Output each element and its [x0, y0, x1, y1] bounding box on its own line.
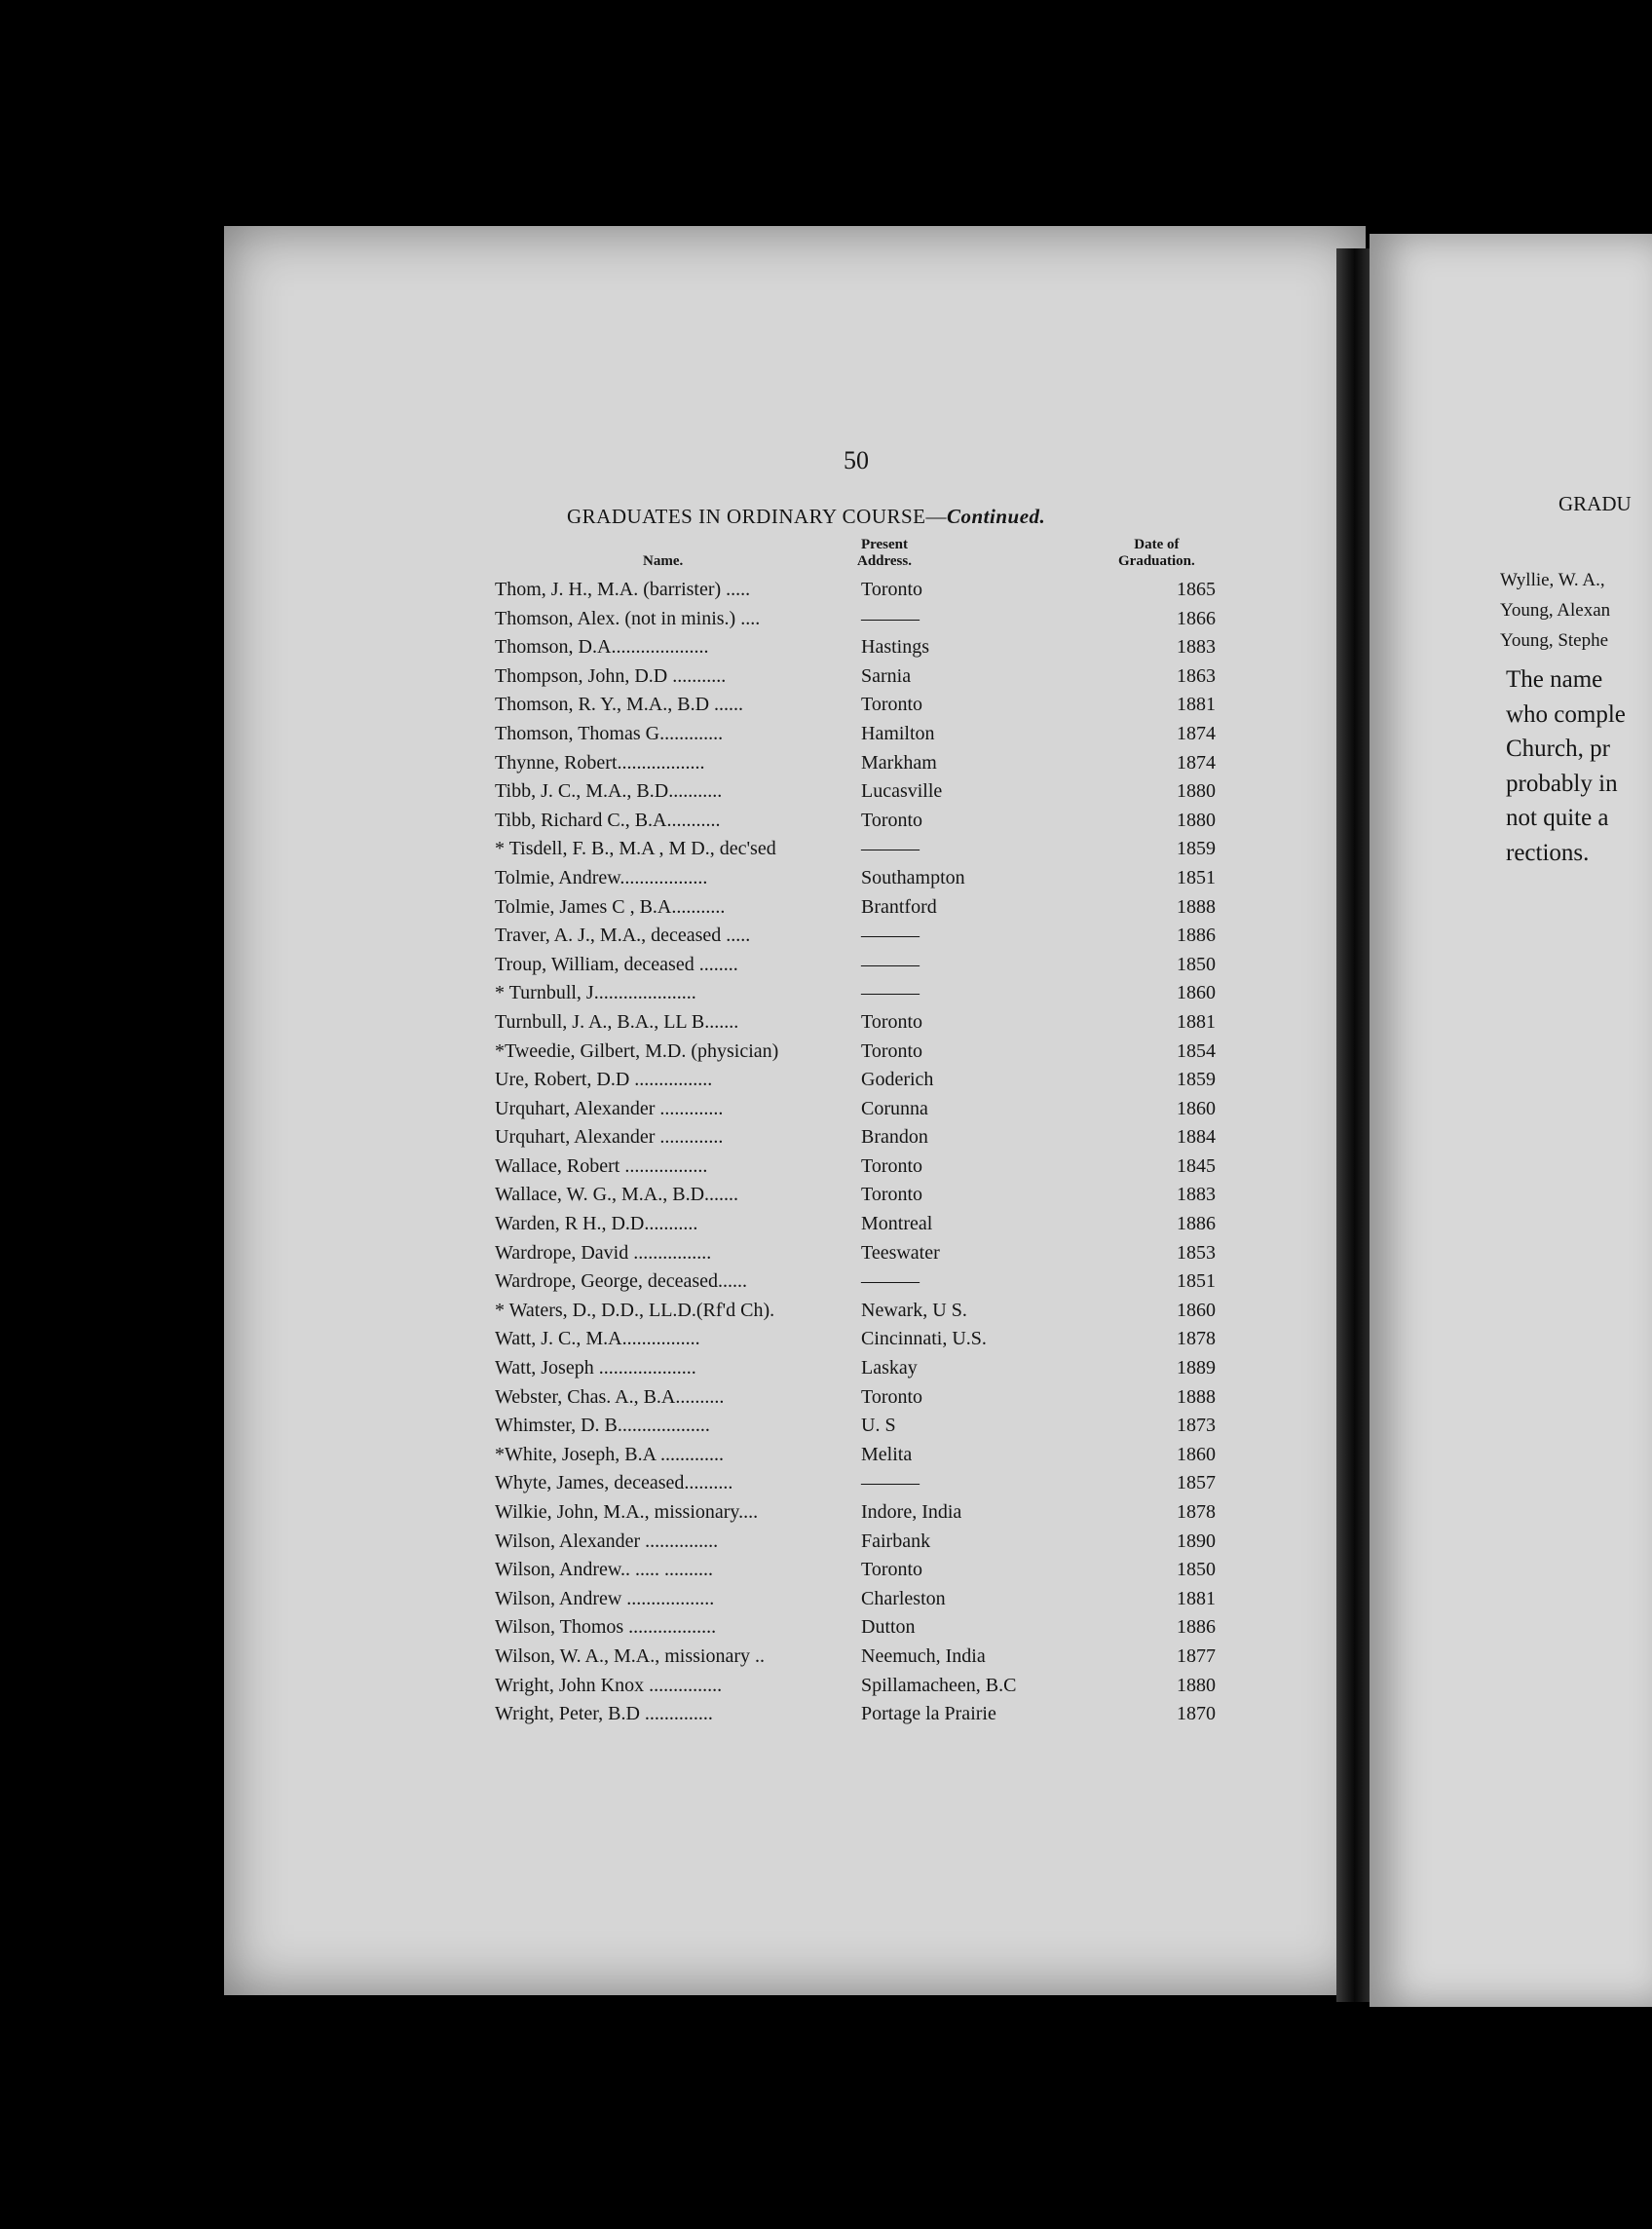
table-row [495, 662, 1227, 692]
graduate-name: Wilson, Andrew .................. [495, 1587, 715, 1609]
table-row [495, 1700, 1227, 1729]
graduate-address: ——— [861, 1270, 920, 1293]
table-row [495, 1325, 1227, 1354]
graduate-address: Toronto [861, 1559, 923, 1581]
graduate-name: Tibb, J. C., M.A., B.D........... [495, 780, 723, 803]
table-row [495, 720, 1227, 749]
graduation-year: 1851 [1177, 1270, 1216, 1293]
graduate-address: Sarnia [861, 664, 912, 687]
graduation-year: 1860 [1177, 1299, 1216, 1321]
graduate-name: Troup, William, deceased ........ [495, 953, 738, 975]
graduate-address: Toronto [861, 579, 923, 600]
graduates-table [495, 576, 1227, 1729]
graduation-year: 1881 [1177, 694, 1216, 716]
graduation-year: 1880 [1177, 780, 1216, 803]
graduation-year: 1860 [1177, 982, 1216, 1004]
graduate-name: * Tisdell, F. B., M.A , M D., dec'sed [495, 838, 776, 860]
graduate-name: Thomson, Thomas G............. [495, 722, 724, 744]
book-gutter [1336, 248, 1370, 2002]
graduate-name: Turnbull, J. A., B.A., LL B....... [495, 1010, 739, 1033]
graduation-year: 1857 [1177, 1472, 1216, 1494]
right-page-entry: Young, Alexan [1500, 600, 1611, 621]
graduate-address: Hastings [861, 636, 929, 659]
graduate-address: ——— [861, 838, 920, 860]
graduate-name: Whimster, D. B................... [495, 1415, 710, 1437]
graduate-name: Webster, Chas. A., B.A.......... [495, 1385, 725, 1408]
graduate-name: Wilson, Alexander ............... [495, 1530, 719, 1552]
table-row [495, 1239, 1227, 1268]
section-title [567, 505, 1045, 529]
column-header-address-line1: Present [860, 537, 909, 552]
graduate-address: Laskay [861, 1357, 918, 1379]
graduate-name: Whyte, James, deceased.......... [495, 1472, 733, 1494]
graduation-year: 1886 [1177, 925, 1216, 947]
table-row [495, 951, 1227, 980]
table-row [495, 1556, 1227, 1585]
graduate-name: Wallace, Robert ................. [495, 1154, 708, 1177]
right-page-paragraph-line: Church, pr [1506, 736, 1610, 762]
graduate-name: Wilson, Andrew.. ..... .......... [495, 1559, 713, 1581]
graduate-address: Brandon [861, 1126, 928, 1149]
graduate-address: Neemuch, India [861, 1644, 986, 1667]
right-page-heading: GRADU [1558, 492, 1632, 515]
graduation-year: 1884 [1177, 1126, 1216, 1149]
graduation-year: 1845 [1177, 1154, 1216, 1177]
graduate-name: Urquhart, Alexander ............. [495, 1097, 724, 1119]
graduation-year: 1888 [1177, 1385, 1216, 1408]
graduation-year: 1850 [1177, 953, 1216, 975]
graduate-name: * Waters, D., D.D., LL.D.(Rf'd Ch). [495, 1299, 775, 1321]
section-title-continued: Continued. [947, 505, 1046, 528]
graduation-year: 1850 [1177, 1559, 1216, 1581]
graduate-name: Urquhart, Alexander ............. [495, 1126, 724, 1149]
table-row [495, 893, 1227, 923]
section-title-main: GRADUATES IN ORDINARY COURSE— [567, 505, 947, 528]
table-row [495, 1528, 1227, 1557]
graduation-year: 1880 [1177, 809, 1216, 831]
graduate-address: Melita [861, 1443, 913, 1465]
graduate-address: ——— [861, 982, 920, 1004]
graduation-year: 1874 [1177, 722, 1216, 744]
column-header-date-line1: Date of [1134, 537, 1180, 552]
table-row [495, 1152, 1227, 1182]
table-row [495, 605, 1227, 634]
graduate-name: Warden, R H., D.D........... [495, 1213, 698, 1235]
graduate-name: Thompson, John, D.D ........... [495, 664, 727, 687]
right-page-paragraph-line: The name [1506, 666, 1603, 693]
graduate-name: *White, Joseph, B.A ............. [495, 1443, 724, 1465]
graduate-address: ——— [861, 953, 920, 975]
graduate-name: Thom, J. H., M.A. (barrister) ..... [495, 579, 751, 600]
graduation-year: 1890 [1177, 1530, 1216, 1552]
graduate-name: *Tweedie, Gilbert, M.D. (physician) [495, 1039, 779, 1062]
graduate-name: Wilson, W. A., M.A., missionary .. [495, 1644, 765, 1667]
table-row [495, 807, 1227, 836]
graduation-year: 1859 [1177, 1069, 1216, 1091]
graduate-address: ——— [861, 607, 920, 629]
graduate-name: Tolmie, Andrew.................. [495, 866, 708, 888]
table-row [495, 1066, 1227, 1095]
graduate-address: Corunna [861, 1097, 928, 1119]
graduate-address: U. S [861, 1415, 896, 1437]
table-row [495, 1123, 1227, 1152]
table-row [495, 1210, 1227, 1239]
graduate-address: Toronto [861, 694, 923, 716]
graduate-address: Toronto [861, 809, 923, 831]
table-row [495, 1498, 1227, 1528]
graduate-address: Toronto [861, 1039, 923, 1062]
table-row [495, 1181, 1227, 1210]
graduation-year: 1853 [1177, 1241, 1216, 1264]
table-row [495, 1038, 1227, 1067]
graduate-address: Newark, U S. [861, 1299, 967, 1321]
graduate-address: ——— [861, 925, 920, 947]
graduation-year: 1886 [1177, 1616, 1216, 1639]
graduation-year: 1863 [1177, 664, 1216, 687]
right-page-entry: Young, Stephe [1500, 630, 1609, 651]
graduate-name: Wardrope, George, deceased...... [495, 1270, 748, 1293]
graduate-name: Wardrope, David ................ [495, 1241, 712, 1264]
right-page-paragraph-line: probably in [1506, 770, 1618, 797]
graduate-name: Ure, Robert, D.D ................ [495, 1069, 713, 1091]
graduate-address: Brantford [861, 895, 937, 918]
page-number: 50 [844, 446, 869, 474]
table-row [495, 1469, 1227, 1498]
graduate-name: Wilson, Thomos .................. [495, 1616, 717, 1639]
graduate-address: Dutton [861, 1616, 916, 1639]
graduate-address: Southampton [861, 866, 965, 888]
graduation-year: 1874 [1177, 751, 1216, 774]
table-row [495, 1613, 1227, 1643]
graduate-name: Wright, John Knox ............... [495, 1674, 723, 1696]
table-row [495, 1441, 1227, 1470]
graduate-address: Spillamacheen, B.C [861, 1674, 1017, 1696]
right-page-paragraph [1506, 662, 1626, 870]
table-row [495, 979, 1227, 1008]
graduation-year: 1851 [1177, 866, 1216, 888]
column-header-date [1118, 537, 1195, 570]
graduation-year: 1878 [1177, 1501, 1216, 1523]
graduation-year: 1854 [1177, 1039, 1216, 1062]
graduation-year: 1870 [1177, 1703, 1216, 1725]
table-row [495, 922, 1227, 951]
table-row [495, 835, 1227, 864]
table-row [495, 1354, 1227, 1383]
right-page-entry: Wyllie, W. A., [1500, 570, 1605, 590]
graduate-name: Tibb, Richard C., B.A........... [495, 809, 721, 831]
graduate-address: Toronto [861, 1154, 923, 1177]
graduate-address: Teeswater [861, 1241, 940, 1264]
graduation-year: 1866 [1177, 607, 1216, 629]
graduate-name: Thomson, Alex. (not in minis.) .... [495, 607, 761, 629]
table-row [495, 633, 1227, 662]
table-row [495, 1383, 1227, 1413]
graduation-year: 1865 [1177, 579, 1216, 600]
graduate-address: Indore, India [861, 1501, 962, 1523]
graduation-year: 1889 [1177, 1357, 1216, 1379]
right-page-paragraph-line: who comple [1506, 700, 1626, 728]
graduate-name: Wilkie, John, M.A., missionary.... [495, 1501, 759, 1523]
graduate-name: Watt, Joseph .................... [495, 1357, 696, 1379]
graduate-address: Cincinnati, U.S. [861, 1328, 987, 1350]
graduate-name: Wallace, W. G., M.A., B.D....... [495, 1184, 739, 1206]
graduation-year: 1886 [1177, 1213, 1216, 1235]
graduate-address: Toronto [861, 1385, 923, 1408]
graduate-address: Goderich [861, 1069, 934, 1091]
table-row [495, 1267, 1227, 1297]
table-row [495, 1008, 1227, 1038]
graduate-address: Toronto [861, 1010, 923, 1033]
table-row [495, 777, 1227, 807]
graduate-name: * Turnbull, J..................... [495, 982, 696, 1004]
graduation-year: 1878 [1177, 1328, 1216, 1350]
graduate-name: Watt, J. C., M.A................ [495, 1328, 700, 1350]
table-row [495, 1672, 1227, 1701]
graduate-address: Hamilton [861, 722, 935, 744]
graduate-address: Markham [861, 751, 937, 774]
column-header-date-line2: Graduation. [1118, 553, 1195, 569]
graduation-year: 1888 [1177, 895, 1216, 918]
column-header-name: Name. [643, 553, 684, 569]
column-header-address-line2: Address. [857, 553, 912, 569]
right-page-paragraph-line: not quite a [1506, 805, 1609, 831]
right-page-paragraph-line: rections. [1506, 839, 1590, 866]
graduate-address: Toronto [861, 1184, 923, 1206]
graduate-name: Thomson, D.A.................... [495, 636, 709, 659]
table-row [495, 1412, 1227, 1441]
table-row [495, 691, 1227, 720]
graduate-address: Portage la Prairie [861, 1703, 996, 1725]
graduate-name: Wright, Peter, B.D .............. [495, 1703, 713, 1725]
table-row [495, 1297, 1227, 1326]
graduate-address: ——— [861, 1472, 920, 1494]
graduate-address: Fairbank [861, 1530, 931, 1552]
graduation-year: 1881 [1177, 1587, 1216, 1609]
graduate-address: Lucasville [861, 780, 943, 803]
column-header-address [857, 537, 912, 570]
graduate-name: Tolmie, James C , B.A........... [495, 895, 726, 918]
graduation-year: 1883 [1177, 636, 1216, 659]
graduation-year: 1883 [1177, 1184, 1216, 1206]
table-row [495, 576, 1227, 605]
graduation-year: 1881 [1177, 1010, 1216, 1033]
graduate-address: Charleston [861, 1587, 946, 1609]
graduate-address: Montreal [861, 1213, 933, 1235]
right-page-entries [1500, 565, 1610, 656]
graduation-year: 1880 [1177, 1674, 1216, 1696]
graduation-year: 1877 [1177, 1644, 1216, 1667]
table-row [495, 864, 1227, 893]
graduation-year: 1873 [1177, 1415, 1216, 1437]
table-row [495, 1585, 1227, 1614]
graduation-year: 1859 [1177, 838, 1216, 860]
graduate-name: Thomson, R. Y., M.A., B.D ...... [495, 694, 744, 716]
graduate-name: Thynne, Robert.................. [495, 751, 705, 774]
table-row [495, 749, 1227, 778]
table-row [495, 1643, 1227, 1672]
graduation-year: 1860 [1177, 1097, 1216, 1119]
graduation-year: 1860 [1177, 1443, 1216, 1465]
graduate-name: Traver, A. J., M.A., deceased ..... [495, 925, 751, 947]
table-row [495, 1095, 1227, 1124]
